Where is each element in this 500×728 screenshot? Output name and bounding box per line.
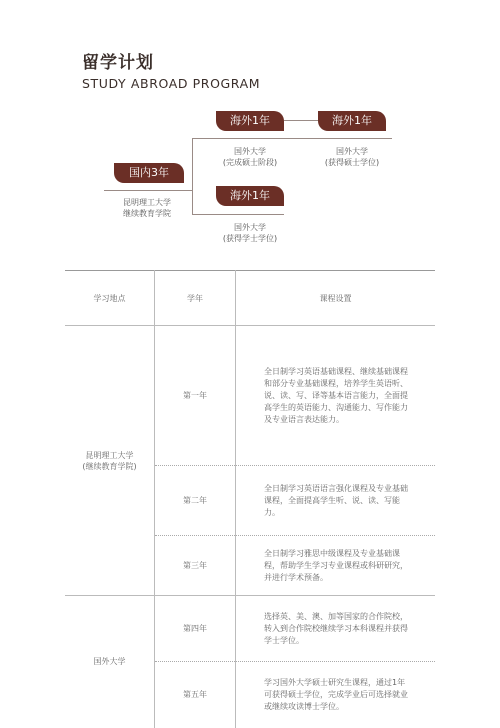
location-line: 昆明理工大学: [85, 450, 134, 460]
node-domestic-desc-line: 昆明理工大学: [123, 198, 171, 207]
year-cell: 第五年: [155, 662, 236, 728]
node-abroad-b-desc: [297, 146, 407, 168]
header-year: 学年: [155, 271, 236, 326]
page-title: 留学计划: [82, 53, 154, 73]
course-cell: 学习国外大学硕士研究生课程，通过1年可获得硕士学位，完成学业后可选择就业或继续攻读博士学位。: [264, 677, 408, 711]
connector-line: [192, 138, 392, 139]
node-abroad-a-desc-line: (完成硕士阶段): [222, 158, 278, 167]
course-cell: 全日制学习雅思中级课程及专业基础课程，帮助学生学习专业课程或科研研究，并进行学术预备。: [236, 536, 436, 596]
table-header-row: [65, 271, 435, 326]
node-domestic-desc-line: 继续教育学院: [123, 209, 171, 218]
course-cell: 全日制学习英语语言强化课程及专业基础课程，全面提高学生听、说、读、写能力。: [236, 466, 436, 536]
node-abroad-bottom-desc: [195, 222, 305, 244]
header-location: 学习地点: [65, 271, 155, 326]
node-abroad-a-label: 海外1年: [216, 111, 284, 131]
node-abroad-b-label: 海外1年: [318, 111, 386, 131]
node-domestic-label: 国内3年: [114, 163, 184, 183]
node-abroad-b-desc-line: 国外大学: [336, 147, 368, 156]
curriculum-table: [65, 270, 435, 728]
year-cell: 第三年: [155, 536, 236, 596]
connector-line: [284, 120, 318, 121]
page-subtitle: STUDY ABROAD PROGRAM: [82, 76, 261, 91]
location-line: 国外大学: [93, 657, 126, 667]
connector-line: [104, 190, 192, 191]
node-abroad-bottom-desc-line: 国外大学: [234, 223, 266, 232]
node-abroad-a-desc: [195, 146, 305, 168]
program-flow-diagram: [0, 0, 500, 260]
connector-line: [192, 214, 284, 215]
table-row: [65, 596, 435, 662]
node-abroad-bottom-label: 海外1年: [216, 186, 284, 206]
year-cell: 第二年: [155, 466, 236, 536]
table-row: [65, 326, 435, 466]
node-abroad-bottom-desc-line: (获得学士学位): [222, 234, 278, 243]
node-abroad-a-desc-line: 国外大学: [234, 147, 266, 156]
node-domestic-desc: [92, 197, 202, 219]
location-line: (继续教育学院): [82, 461, 137, 471]
year-cell: 第一年: [155, 326, 236, 466]
course-cell: 全日制学习英语基础课程、继续基础课程和部分专业基础课程，培养学生英语听、说、读、写、译等基本语言能力，全面提高学生的英语能力、沟通能力、写作能力及专业语言表达能力。: [236, 326, 436, 466]
location-cell: [65, 326, 155, 596]
year-cell: 第四年: [155, 596, 236, 662]
location-cell: [65, 596, 155, 728]
node-abroad-b-desc-line: (获得硕士学位): [324, 158, 380, 167]
course-cell: 选择英、美、澳、加等国家的合作院校，转入到合作院校继续学习本科课程并获得学士学位。: [236, 596, 436, 662]
header-courses: 课程设置: [236, 271, 436, 326]
